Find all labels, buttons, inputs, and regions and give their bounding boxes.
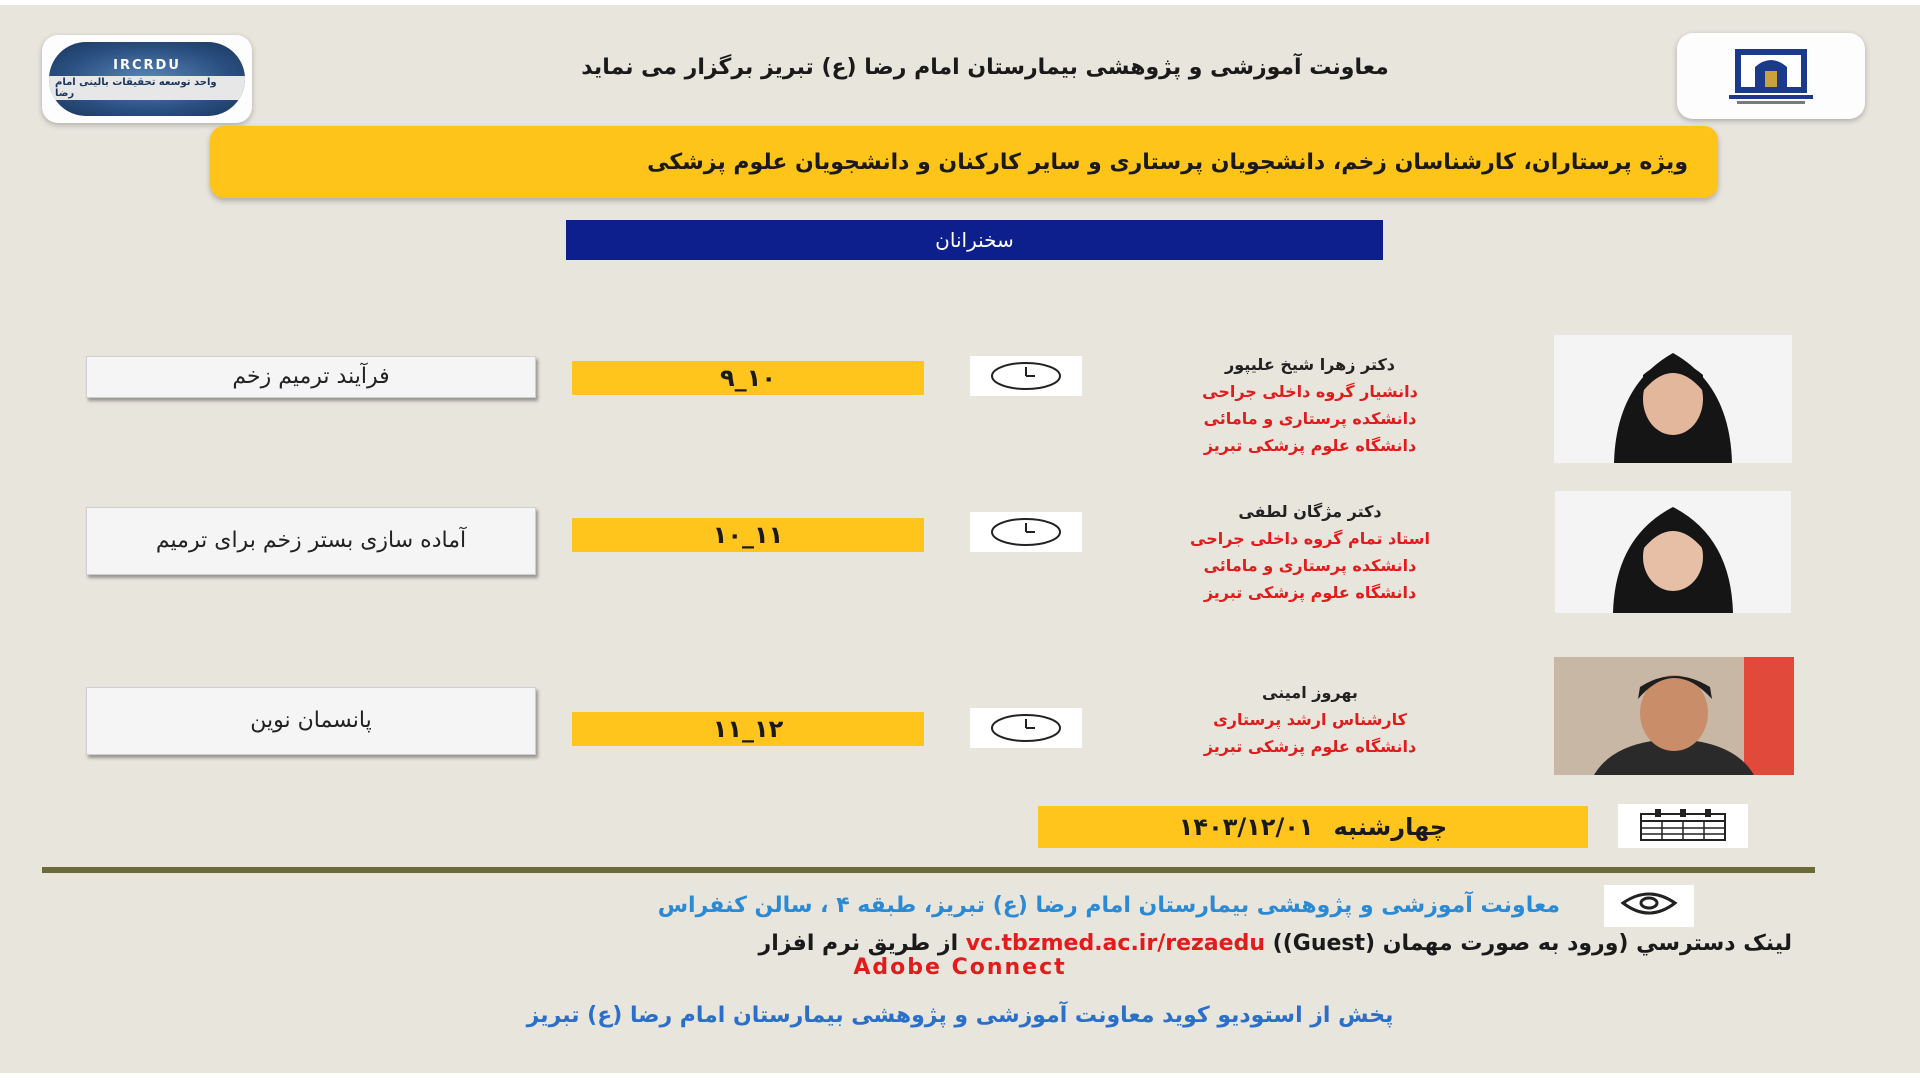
speaker-affiliation: دانشگاه علوم پزشکی تبریز [1203,583,1417,602]
event-date-value: ۱۴۰۳/۱۲/۰۱ [1178,813,1314,841]
session-clock [970,708,1082,748]
session-clock [970,512,1082,552]
session-topic: پانسمان نوین [86,687,536,755]
speaker-photo [1554,335,1792,463]
header-title: معاونت آموزشی و پژوهشی بیمارستان امام رضا (ع) تبریز برگزار می نماید [581,55,1389,80]
speaker-name: دکتر زهرا شیخ علیپور [1224,355,1395,374]
speaker-affiliation: استاد تمام گروه داخلی جراحی [1190,529,1430,548]
speaker-photo [1555,491,1791,613]
speaker-affiliation: کارشناس ارشد پرستاری [1213,710,1407,729]
speaker-portrait-icon [1554,335,1792,463]
access-line [60,931,1792,956]
speaker-affiliation: دانشکده پرستاری و مامائی [1203,409,1417,428]
poster [0,5,1920,1073]
clock-icon [987,360,1065,392]
broadcast-line: پخش از استودیو کوید معاونت آموزشی و پژوهشی بیمارستان امام رضا (ع) تبریز [526,1003,1394,1028]
location-box [1604,885,1694,927]
event-day: چهارشنبه [1333,813,1448,841]
app-name: Adobe Connect [853,955,1067,980]
speaker-affiliation: دانشگاه علوم پزشکی تبریز [1203,436,1417,455]
section-divider [42,867,1815,873]
speaker-portrait-icon [1555,491,1791,613]
calendar-box [1618,804,1748,848]
session-topic: فرآیند ترمیم زخم [86,356,536,398]
session-time: ۱۰_۱۱ [572,518,924,552]
speaker-photo [1554,657,1794,775]
logo-subtitle: واحد توسعه تحقیقات بالینی امام رضا [49,76,245,100]
speaker-portrait-icon [1554,657,1794,775]
speaker-affiliation: دانشکده پرستاری و مامائی [1203,556,1417,575]
access-suffix: از طریق نرم افزار [758,931,959,956]
session-clock [970,356,1082,396]
audience-banner: ویژه پرستاران، کارشناسان زخم، دانشجویان پرستاری و سایر کارکنان و دانشجویان علوم پزشکی [210,126,1718,198]
location-text: معاونت آموزشی و پژوهشی بیمارستان امام رضا (ع) تبریز، طبقه ۴ ، سالن کنفراس [657,893,1560,918]
university-logo [1677,33,1865,119]
speaker-affiliation: دانشیار گروه داخلی جراحی [1202,382,1418,401]
session-topic: آماده سازی بستر زخم برای ترمیم [86,507,536,575]
research-unit-logo [42,35,252,123]
clock-icon [987,712,1065,744]
speaker-info [1090,498,1530,606]
logo-title: IRCRDU [113,58,181,73]
calendar-icon [1637,808,1729,844]
access-prefix: لینک دسترسي (ورود به صورت مهمان (Guest)) [1272,931,1792,956]
speaker-info [1100,679,1520,760]
clock-icon [987,516,1065,548]
speaker-info [1100,351,1520,459]
event-date [1038,806,1588,848]
session-time: ۹_۱۰ [572,361,924,395]
session-time: ۱۱_۱۲ [572,712,924,746]
university-emblem-icon [1711,41,1831,111]
location-pin-icon [1617,889,1681,923]
research-unit-badge [49,42,245,116]
speaker-affiliation: دانشگاه علوم پزشکی تبریز [1203,737,1417,756]
speaker-name: دکتر مژگان لطفی [1238,502,1382,521]
speaker-name: بهروز امینی [1262,683,1358,702]
access-url[interactable]: vc.tbzmed.ac.ir/rezaedu [965,931,1265,956]
speakers-heading: سخنرانان [566,220,1383,260]
